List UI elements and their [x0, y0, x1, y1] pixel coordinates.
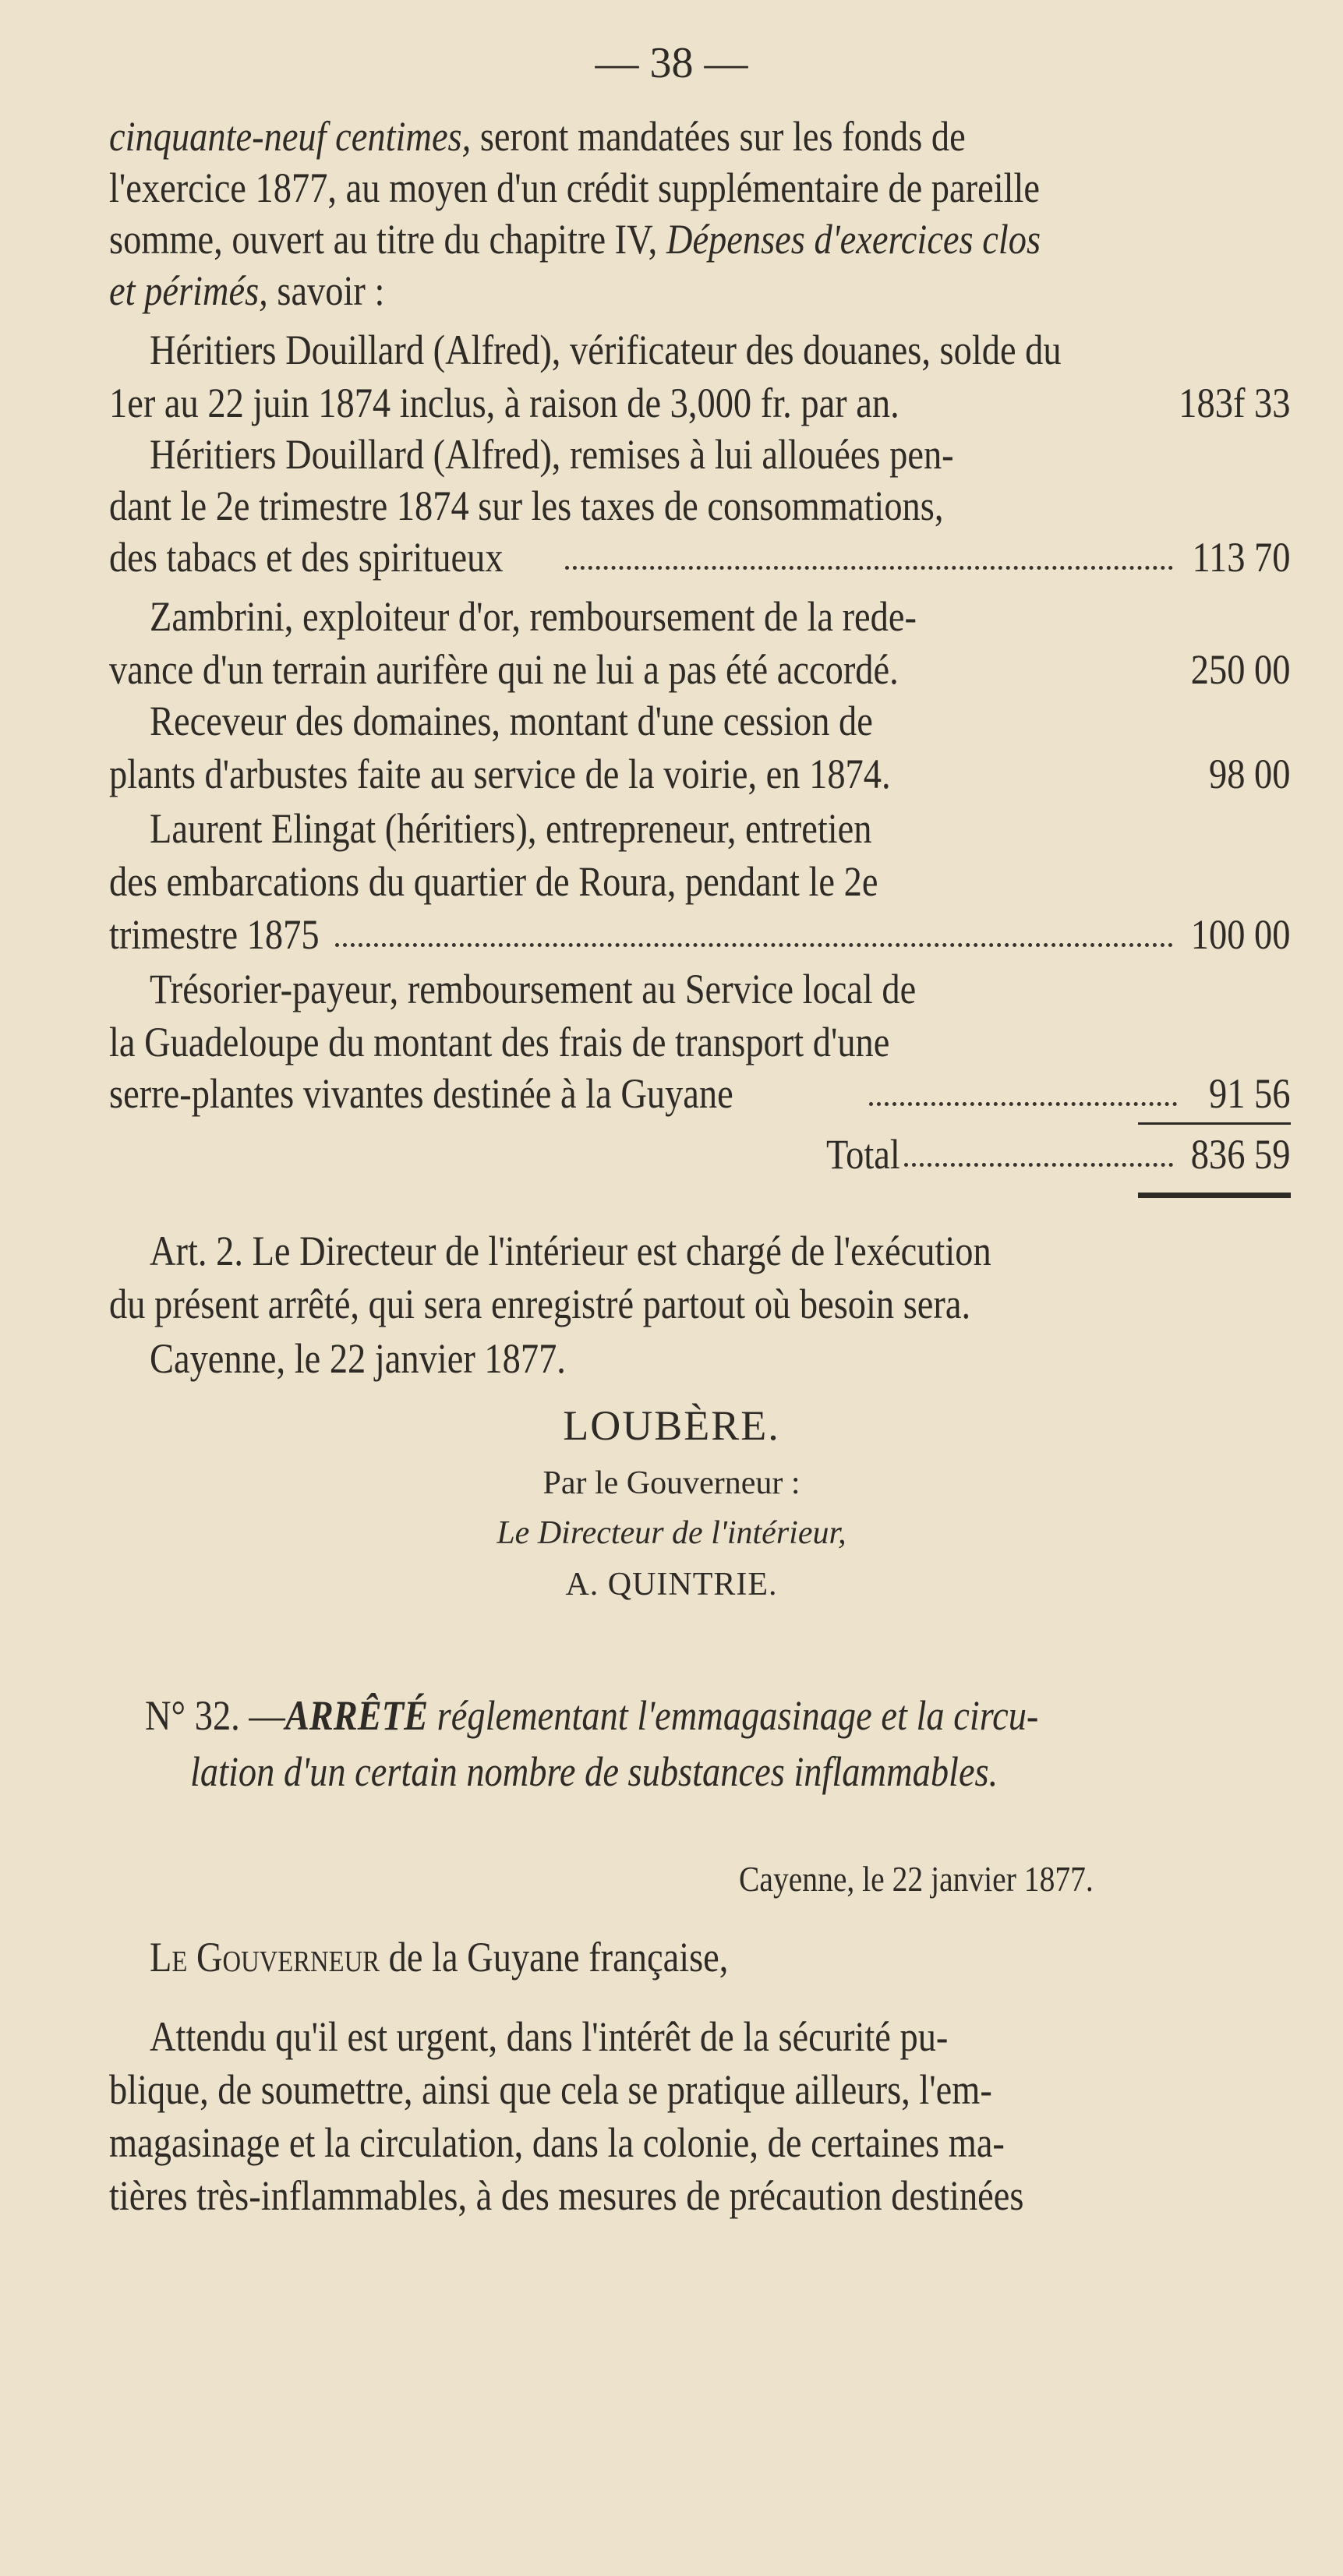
total-row — [109, 1129, 1290, 1180]
art2-line-1: Art. 2. Le Directeur de l'intérieur est chargé de l'exécution — [150, 1228, 991, 1274]
dot-leader — [869, 1102, 1177, 1106]
signature-by: Par le Gouverneur : — [543, 1465, 800, 1501]
dot-leader — [904, 1163, 1173, 1167]
governor-smallcaps: Le Gouverneur — [150, 1934, 380, 1981]
item-4-line-1: Receveur des domaines, montant d'une cession de — [150, 698, 873, 744]
item-6-line-3: serre-plantes vivantes destinée à la Guyane — [109, 1070, 733, 1117]
item-1-row — [109, 377, 1290, 429]
item-3-line-2: vance d'un terrain aurifère qui ne lui a pas été accordé. — [109, 646, 899, 693]
total-double-rule — [1138, 1193, 1291, 1198]
intro-line-4 — [109, 265, 1115, 316]
art2-line-2: du présent arrêté, qui sera enregistré partout où besoin sera. — [109, 1281, 971, 1327]
item-6-line-1: Trésorier-payeur, remboursement au Service local de — [150, 966, 917, 1012]
intro-line-1 — [109, 111, 1115, 162]
item-6-row — [109, 1068, 1290, 1119]
item-5-line-1: Laurent Elingat (héritiers), entrepreneur, entretien — [150, 805, 872, 852]
decree-p-line-3: magasinage et la circulation, dans la colonie, de certaines ma- — [109, 2119, 1005, 2166]
signature-signer: A. QUINTRIE. — [565, 1567, 778, 1602]
decree-title-bold: ARRÊTÉ — [285, 1692, 429, 1739]
intro-line-3 — [109, 214, 1115, 265]
item-3-line-1: Zambrini, exploiteur d'or, remboursement de la rede- — [150, 593, 917, 640]
item-4-row — [109, 748, 1290, 800]
intro-italic: et périmés, — [109, 267, 268, 314]
dot-leader — [335, 943, 1173, 947]
intro-text: seront mandatées sur les fonds de — [471, 113, 966, 160]
total-amount: 836 59 — [1190, 1131, 1290, 1178]
decree-p-line-2: blique, de soumettre, ainsi que cela se pratique ailleurs, l'em- — [109, 2066, 992, 2113]
decree-date: Cayenne, le 22 janvier 1877. — [739, 1859, 1094, 1899]
dot-leader — [565, 566, 1173, 570]
intro-italic: cinquante-neuf centimes, — [109, 113, 472, 160]
sum-rule — [1138, 1122, 1291, 1125]
intro-line-2: l'exercice 1877, au moyen d'un crédit supplémentaire de pareille — [109, 164, 1041, 211]
governor-text: de la Guyane française, — [380, 1934, 729, 1981]
item-1-amount: 183f 33 — [1178, 380, 1290, 426]
intro-text: savoir : — [267, 267, 385, 314]
decree-p-line-4: tières très-inflammables, à des mesures de précaution destinées — [109, 2172, 1024, 2219]
signature-name: LOUBÈRE. — [563, 1402, 780, 1449]
governor-line — [150, 1931, 1155, 1983]
item-5-line-2: des embarcations du quartier de Roura, pendant le 2e — [109, 858, 878, 905]
signature-role: Le Directeur de l'intérieur, — [497, 1515, 846, 1551]
item-3-amount: 250 00 — [1190, 646, 1290, 693]
decree-title: réglementant l'emmagasinage et la circu- — [428, 1692, 1039, 1739]
item-5-row — [109, 909, 1290, 960]
decree-heading-line-2: lation d'un certain nombre de substances inflammables. — [190, 1748, 998, 1795]
decree-heading-line-1 — [145, 1690, 1150, 1741]
item-2-line-1: Héritiers Douillard (Alfred), remises à lui allouées pen- — [150, 431, 954, 478]
item-5-line-3: trimestre 1875 — [109, 911, 320, 958]
item-6-line-2: la Guadeloupe du montant des frais de transport d'une — [109, 1019, 890, 1065]
page-number: — 38 — — [595, 39, 748, 87]
item-5-amount: 100 00 — [1190, 911, 1290, 958]
decree-number: N° 32. — — [145, 1692, 285, 1739]
intro-italic: Dépenses d'exercices clos — [666, 216, 1041, 263]
total-label: Total — [826, 1131, 900, 1178]
decree-p-line-1: Attendu qu'il est urgent, dans l'intérêt de la sécurité pu- — [150, 2013, 949, 2060]
item-4-amount: 98 00 — [1208, 751, 1290, 797]
item-2-row — [109, 532, 1290, 583]
item-4-line-2: plants d'arbustes faite au service de la voirie, en 1874. — [109, 751, 891, 797]
item-1-line-1: Héritiers Douillard (Alfred), vérificateur des douanes, solde du — [150, 327, 1062, 373]
item-2-line-2: dant le 2e trimestre 1874 sur les taxes de consommations, — [109, 482, 944, 529]
place-date: Cayenne, le 22 janvier 1877. — [150, 1335, 566, 1382]
item-6-amount: 91 56 — [1208, 1070, 1290, 1117]
item-1-line-2: 1er au 22 juin 1874 inclus, à raison de 3,000 fr. par an. — [109, 380, 899, 426]
item-3-row — [109, 644, 1290, 695]
intro-text: somme, ouvert au titre du chapitre IV, — [109, 216, 666, 263]
item-2-amount: 113 70 — [1192, 534, 1290, 581]
item-2-line-3: des tabacs et des spiritueux — [109, 534, 504, 581]
